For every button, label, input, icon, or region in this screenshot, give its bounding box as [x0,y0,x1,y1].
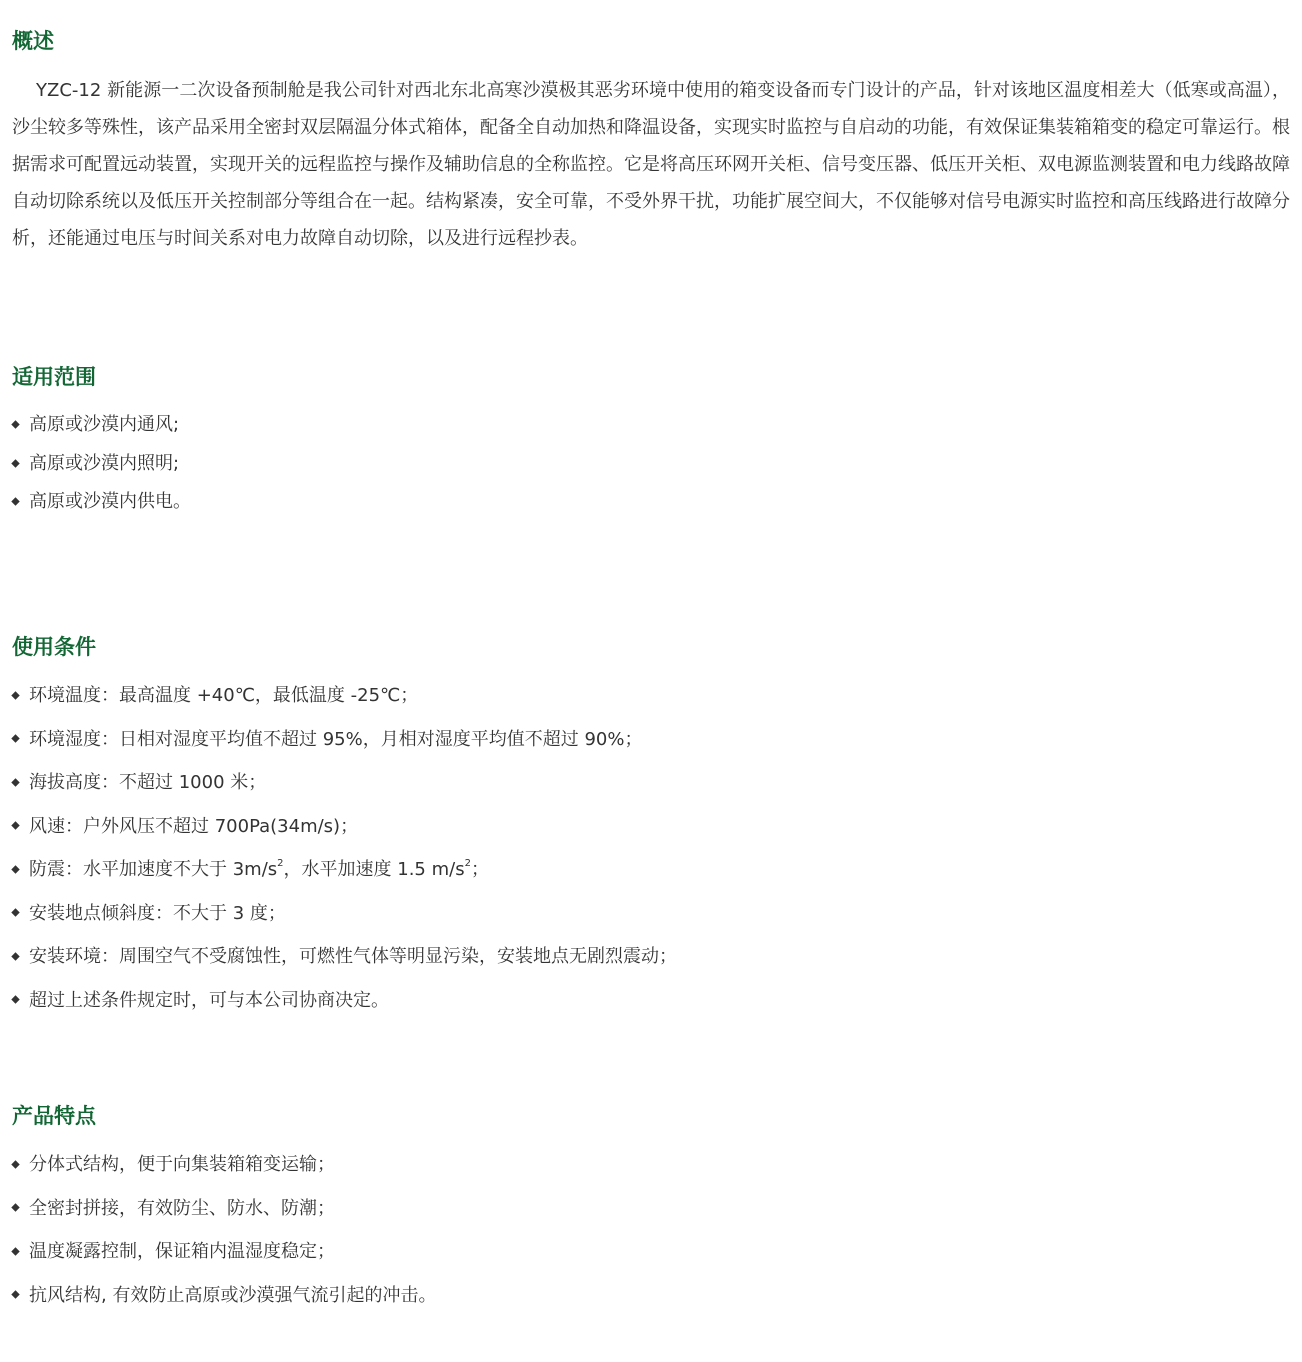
superscript: 2 [277,858,284,869]
diamond-bullet-icon [11,909,19,917]
list-item-text: 抗风结构, 有效防止高原或沙漠强气流引起的冲击。 [29,1284,437,1306]
diamond-bullet-icon [11,1291,19,1299]
list-item [12,805,677,849]
diamond-bullet-icon [11,822,19,830]
list-item-text: 超过上述条件规定时，可与本公司协商决定。 [29,989,389,1011]
list-item-text: 高原或沙漠内供电。 [29,491,191,512]
diamond-bullet-icon [11,1247,19,1255]
scope-heading: 适用范围 [12,365,96,389]
overview-heading: 概述 [12,29,54,53]
list-item-seismic [12,848,677,892]
diamond-bullet-icon [11,691,19,699]
list-item-text: 环境湿度：日相对湿度平均值不超过 95%，月相对湿度平均值不超过 90%； [29,728,643,750]
list-item-text: 环境温度：最高温度 +40℃，最低温度 -25℃； [29,685,419,706]
list-item-text: 安装地点倾斜度：不大于 3 度； [29,902,286,924]
diamond-bullet-icon [11,421,19,429]
list-item [12,1187,436,1231]
superscript: 2 [464,858,471,869]
list-item-text: 高原或沙漠内通风; [29,414,180,435]
diamond-bullet-icon [11,778,19,786]
list-item [12,1230,436,1274]
conditions-heading: 使用条件 [12,635,96,659]
list-item-text: 温度凝露控制，保证箱内温湿度稳定； [29,1241,335,1262]
diamond-bullet-icon [11,952,19,960]
list-item [12,718,677,762]
seismic-prefix: 防震：水平加速度不大于 3m/s [29,859,278,880]
list-item [12,979,677,1023]
list-item [12,483,191,522]
features-list [12,1143,436,1317]
list-item [12,1274,436,1318]
features-heading: 产品特点 [12,1104,96,1128]
diamond-bullet-icon [11,1204,19,1212]
list-item-text: 海拔高度：不超过 1000 米； [29,772,267,793]
conditions-list [12,674,677,1022]
diamond-bullet-icon [11,865,19,873]
diamond-bullet-icon [11,735,19,743]
list-item-text: 高原或沙漠内照明; [29,452,180,474]
list-item-text: 全密封拼接，有效防尘、防水、防潮； [29,1197,335,1219]
diamond-bullet-icon [11,498,19,506]
list-item [12,445,191,484]
list-item [12,935,677,979]
scope-list [12,406,191,522]
diamond-bullet-icon [11,459,19,467]
list-item [12,892,677,936]
diamond-bullet-icon [11,996,19,1004]
list-item-text: 分体式结构，便于向集装箱箱变运输； [29,1154,335,1175]
list-item-text: 风速：户外风压不超过 700Pa(34m/s)； [29,815,359,837]
list-item [12,406,191,445]
seismic-middle: ，水平加速度 1.5 m/s [283,859,465,880]
list-item [12,761,677,805]
diamond-bullet-icon [11,1160,19,1168]
list-item [12,674,677,718]
overview-text: YZC-12 新能源一二次设备预制舱是我公司针对西北东北高寒沙漠极其恶劣环境中使用的箱变设备而专门设计的产品，针对该地区温度相差大（低寒或高温），沙尘较多等殊性，该产品采用全密封双层隔温分体式箱体，配备全自动加热和降温设备，实现实时监控与自启动的功能，有效保证集装箱箱变的稳定可靠运行。根据需求可配置远动装置，实现开关的远程监控与操作及辅助信息的全称监控。它是将高压环网开关柜、信号变压器、低压开关柜、双电源监测装置和电力线路故障自动切除系统以及低压开关控制部分等组合在一起。结构紧凑，安全可靠，不受外界干扰，功能扩展空间大，不仅能够对信号电源实时监控和高压线路进行故障分析，还能通过电压与时间关系对电力故障自动切除，以及进行远程抄表。 [12,80,1290,249]
list-item [12,1143,436,1187]
seismic-suffix: ； [470,859,489,880]
list-item-text: 安装环境：周围空气不受腐蚀性，可燃性气体等明显污染，安装地点无剧烈震动； [29,946,677,967]
